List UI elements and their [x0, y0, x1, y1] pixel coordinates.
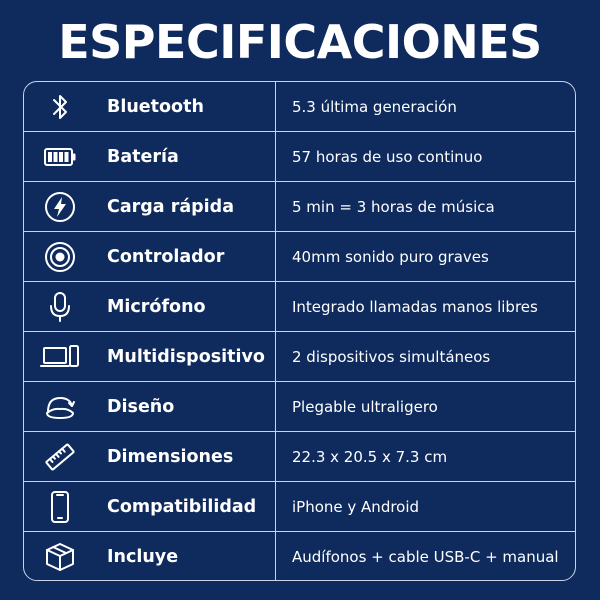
spec-row-includes: [24, 532, 575, 581]
bluetooth-icon: [24, 82, 96, 131]
spec-row-battery: [24, 132, 575, 182]
spec-value: 5.3 última generación: [292, 97, 457, 116]
spec-value: 57 horas de uso continuo: [292, 147, 483, 166]
spec-label: Bluetooth: [96, 82, 276, 131]
spec-row-design: [24, 382, 575, 432]
spec-label: Batería: [96, 132, 276, 181]
spec-row-fast-charge: [24, 182, 575, 232]
spec-value: 2 dispositivos simultáneos: [292, 347, 491, 366]
spec-row-driver: [24, 232, 575, 282]
battery-icon: [24, 132, 96, 181]
smartphone-icon: [24, 482, 96, 531]
ruler-icon: [24, 432, 96, 481]
page-title: ESPECIFICACIONES: [58, 15, 542, 69]
spec-row-microphone: [24, 282, 575, 332]
spec-value: Integrado llamadas manos libres: [292, 297, 538, 316]
fast-charge-icon: [24, 182, 96, 231]
spec-value: 40mm sonido puro graves: [292, 247, 489, 266]
microphone-icon: [24, 282, 96, 331]
spec-row-bluetooth: [24, 82, 575, 132]
spec-value: Audífonos + cable USB-C + manual: [292, 548, 559, 566]
spec-label: Controlador: [96, 232, 276, 281]
specs-table: [23, 81, 576, 581]
spec-row-multidevice: [24, 332, 575, 382]
spec-value: Plegable ultraligero: [292, 397, 438, 416]
spec-label: Incluye: [96, 532, 276, 581]
spec-row-dimensions: [24, 432, 575, 482]
spec-label: Diseño: [96, 382, 276, 431]
spec-label: Multidispositivo: [96, 332, 276, 381]
package-box-icon: [24, 532, 96, 581]
spec-label: Dimensiones: [96, 432, 276, 481]
spec-value: 22.3 x 20.5 x 7.3 cm: [292, 447, 448, 466]
spec-value: iPhone y Android: [292, 497, 420, 516]
spec-row-compatibility: [24, 482, 575, 532]
spec-label: Carga rápida: [96, 182, 276, 231]
foldable-headphones-icon: [24, 382, 96, 431]
laptop-phone-icon: [24, 332, 96, 381]
spec-label: Micrófono: [96, 282, 276, 331]
spec-value: 5 min = 3 horas de música: [292, 197, 495, 216]
speaker-driver-icon: [24, 232, 96, 281]
spec-label: Compatibilidad: [96, 482, 276, 531]
